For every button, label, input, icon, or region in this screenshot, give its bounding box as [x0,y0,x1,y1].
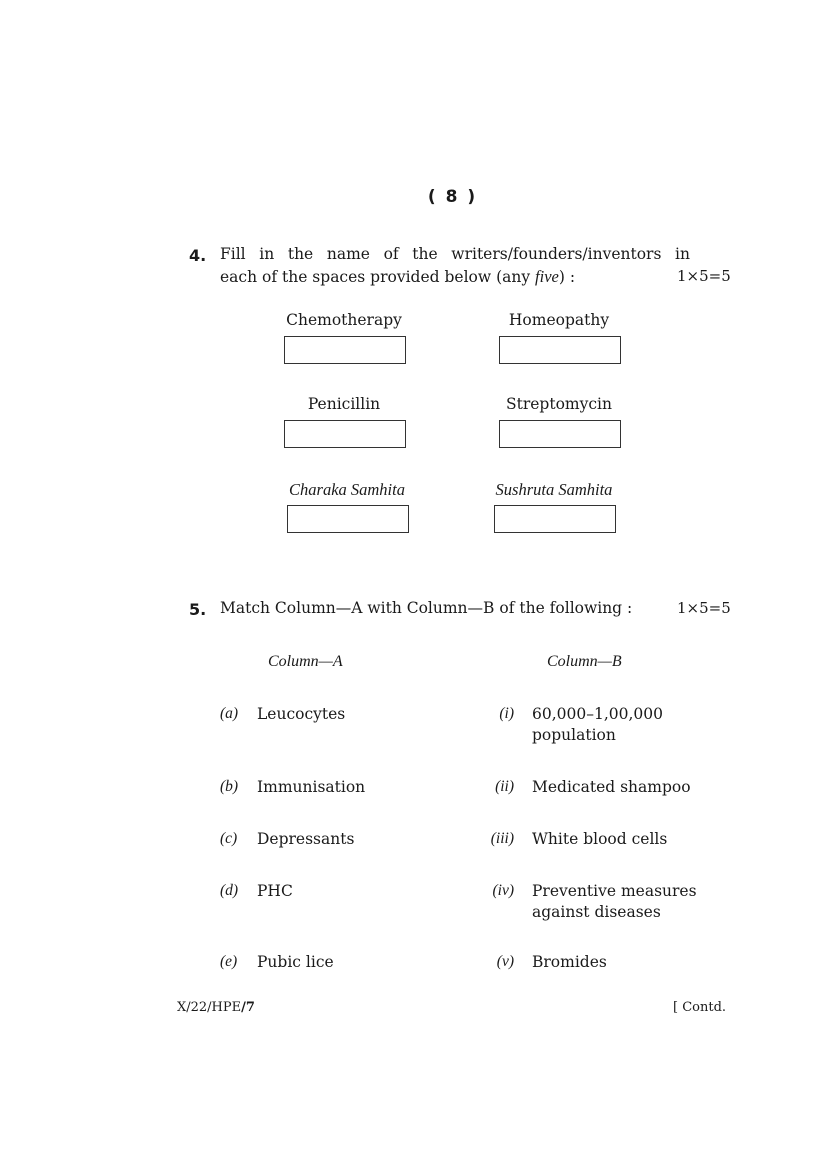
column-a-item: Immunisation [257,778,366,796]
column-b-label: (ii) [495,778,514,795]
marks: 1×5=5 [677,267,731,285]
column-a-item: PHC [257,882,293,900]
column-b-item-line1: Medicated shampoo [532,778,691,796]
column-a-heading: Column—A [268,653,343,670]
term-chemotherapy: Chemotherapy [286,311,402,329]
column-b-label: (i) [499,705,514,722]
answer-box-streptomycin[interactable] [499,420,621,448]
page-number: ( 8 ) [427,187,478,207]
column-b-item-line1: Bromides [532,953,607,971]
term-streptomycin: Streptomycin [506,395,612,413]
answer-box-penicillin[interactable] [284,420,406,448]
answer-box-homeopathy[interactable] [499,336,621,364]
term-sushruta-samhita: Sushruta Samhita [495,480,613,499]
question-number: 4. [189,246,207,265]
term-penicillin: Penicillin [307,395,381,413]
question-number: 5. [189,600,207,619]
answer-box-sushruta-samhita[interactable] [494,505,616,533]
question-text: Match Column—A with Column—B of the following : [220,599,633,617]
column-b-item-line1: Preventive measures [532,882,697,900]
column-b-heading: Column—B [547,653,622,670]
column-a-label: (a) [220,705,239,722]
continued-note: [ Contd. [673,1000,727,1015]
column-a-label: (c) [220,830,238,847]
column-b-label: (iv) [492,882,514,899]
answer-box-charaka-samhita[interactable] [287,505,409,533]
column-a-label: (e) [220,953,238,970]
column-a-label: (b) [220,778,239,795]
column-b-label: (v) [496,953,514,970]
column-b-item-line2: against diseases [532,903,661,921]
marks: 1×5=5 [677,599,731,617]
column-b-item-line1: 60,000–1,00,000 [532,705,664,723]
column-a-label: (d) [220,882,239,899]
paper-code: X/22/HPE/7 [177,1000,255,1015]
column-b-item-line2: population [532,726,616,744]
column-b-label: (iii) [490,830,514,847]
column-a-item: Leucocytes [257,705,346,723]
column-a-item: Depressants [257,830,355,848]
term-charaka-samhita: Charaka Samhita [289,480,405,499]
answer-box-chemotherapy[interactable] [284,336,406,364]
question-text-line1: Fill in the name of the writers/founders/inventors in [220,245,690,263]
term-homeopathy: Homeopathy [508,311,610,329]
column-b-item-line1: White blood cells [532,830,668,848]
question-text-line2: each of the spaces provided below (any five) : [220,267,576,286]
column-a-item: Pubic lice [257,953,334,971]
